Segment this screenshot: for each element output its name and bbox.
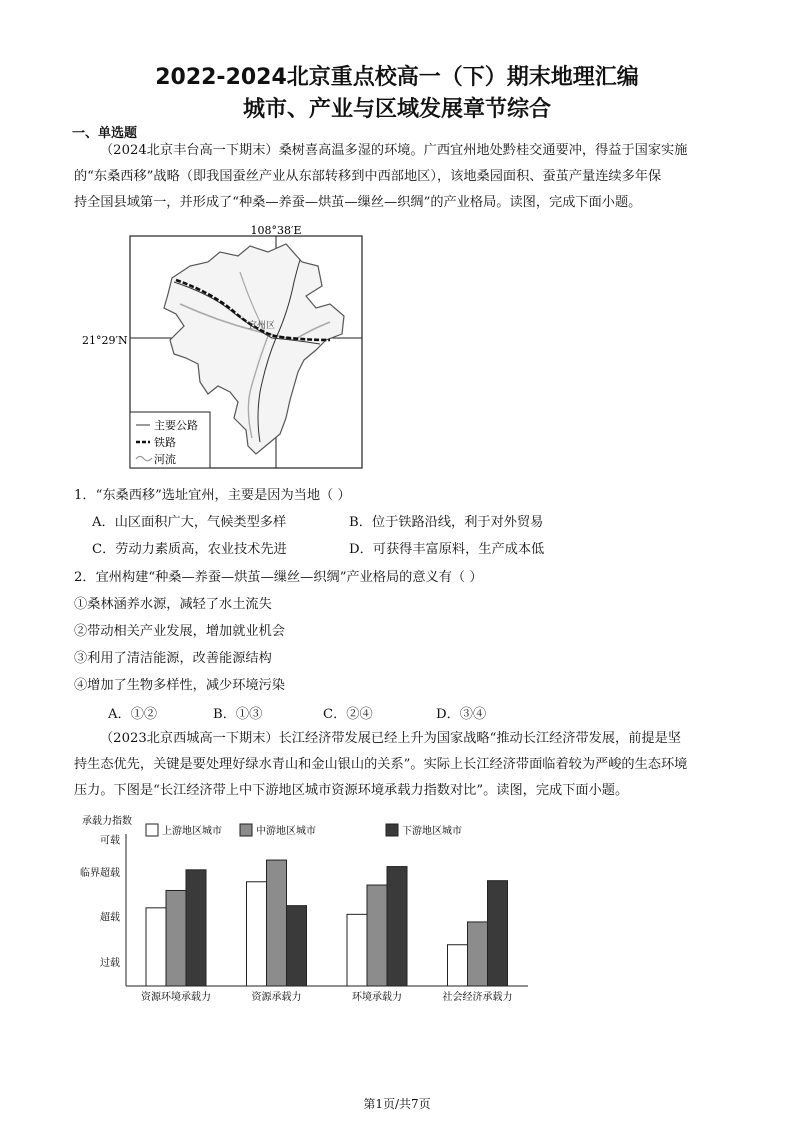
legend-railway-label: 铁路 (154, 436, 176, 449)
document-title: 2022-2024北京重点校高一（下）期末地理汇编 (155, 65, 639, 90)
legend-label: 中游地区城市 (256, 826, 316, 837)
q2-statement-4: ④增加了生物多样性，减少环境污染 (74, 678, 285, 693)
bar (267, 860, 287, 986)
bar (347, 914, 367, 986)
q2-option-a: A．①② (108, 707, 158, 722)
passage-1-line: 的“东桑西移”战略（即我国蚕丝产业从东部转移到中西部地区），该地桑园面积、蚕茧产量连续多年保 (74, 169, 662, 184)
bar (287, 906, 307, 986)
q2-option-d: D．③④ (436, 707, 487, 722)
legend-swatch (146, 824, 158, 836)
x-tick-label: 资源环境承载力 (141, 992, 211, 1003)
legend-swatch (240, 824, 252, 836)
bar (146, 908, 166, 986)
passage-1-line: （2024北京丰台高一下期末）桑树喜高温多湿的环境。广西宜州地处黔桂交通要冲，得益于国家实施 (100, 143, 688, 158)
document-subtitle: 城市、产业与区域发展章节综合 (242, 97, 551, 122)
passage-2-line: 压力。下图是“长江经济带上中下游地区城市资源环境承载力指数对比”。读图，完成下面小题。 (74, 783, 629, 798)
bar-chart (70, 810, 540, 1010)
q1-option-d: D．可获得丰富原料，生产成本低 (349, 542, 545, 557)
x-tick-label: 社会经济承载力 (442, 992, 513, 1003)
passage-2 (74, 726, 722, 804)
bar (247, 882, 267, 986)
section-heading: 一、单选题 (72, 126, 138, 141)
q2-statement-1: ①桑林涵养水源，减轻了水土流失 (74, 597, 272, 612)
bar (387, 867, 407, 986)
q1-option-b: B．位于铁路沿线，利于对外贸易 (349, 515, 544, 530)
legend-label: 下游地区城市 (402, 826, 462, 837)
q2-option-c: C．②④ (323, 707, 373, 722)
bar (166, 890, 186, 986)
page-footer: 第1页/共7页 (363, 1097, 431, 1111)
city-label: 宜州区 (248, 321, 276, 331)
q1-option-c: C．劳动力素质高，农业技术先进 (92, 542, 287, 557)
bar (468, 922, 488, 986)
passage-2-line: 持生态优先，关键是要处理好绿水青山和金山银山的关系”。实际上长江经济带面临着较为严峻的生态环境 (74, 757, 688, 772)
legend-swatch (386, 824, 398, 836)
legend-river-label: 河流 (154, 453, 176, 466)
longitude-label: 108°38′E (250, 224, 302, 237)
y-level-label: 过载 (100, 958, 120, 970)
passage-1 (74, 138, 722, 216)
q1-option-a: A．山区面积广大，气候类型多样 (92, 515, 287, 530)
y-level-label: 可载 (100, 835, 120, 847)
legend-road-label: 主要公路 (154, 419, 198, 432)
bar (488, 881, 508, 986)
question-2-stem: 2．宜州构建“种桑—养蚕—烘茧—缫丝—织绸”产业格局的意义有（ ） (74, 570, 483, 585)
x-tick-label: 环境承载力 (352, 992, 402, 1003)
latitude-label: 21°29′N (82, 334, 128, 347)
question-1-stem: 1．“东桑西移”选址宜州，主要是因为当地（ ） (74, 488, 351, 503)
legend-label: 上游地区城市 (162, 826, 222, 837)
q2-statement-3: ③利用了清洁能源，改善能源结构 (74, 651, 272, 666)
q2-option-b: B．①③ (213, 707, 263, 722)
bar (448, 945, 468, 986)
chart-ylabel: 承载力指数 (82, 816, 132, 827)
yizhou-map (80, 222, 380, 472)
passage-2-line: （2023北京西城高一下期末）长江经济带发展已经上升为国家战略“推动长江经济带发展，前提是坚 (100, 731, 681, 746)
y-level-label: 超载 (100, 912, 120, 924)
x-tick-label: 资源承载力 (251, 992, 302, 1003)
q2-statement-2: ②带动相关产业发展，增加就业机会 (74, 624, 285, 639)
bar (367, 885, 387, 986)
bar (186, 870, 206, 986)
passage-1-line: 持全国县域第一，并形成了“种桑—养蚕—烘茧—缫丝—织绸”的产业格局。读图，完成下面小题。 (74, 195, 642, 210)
y-level-label: 临界超载 (80, 868, 120, 879)
